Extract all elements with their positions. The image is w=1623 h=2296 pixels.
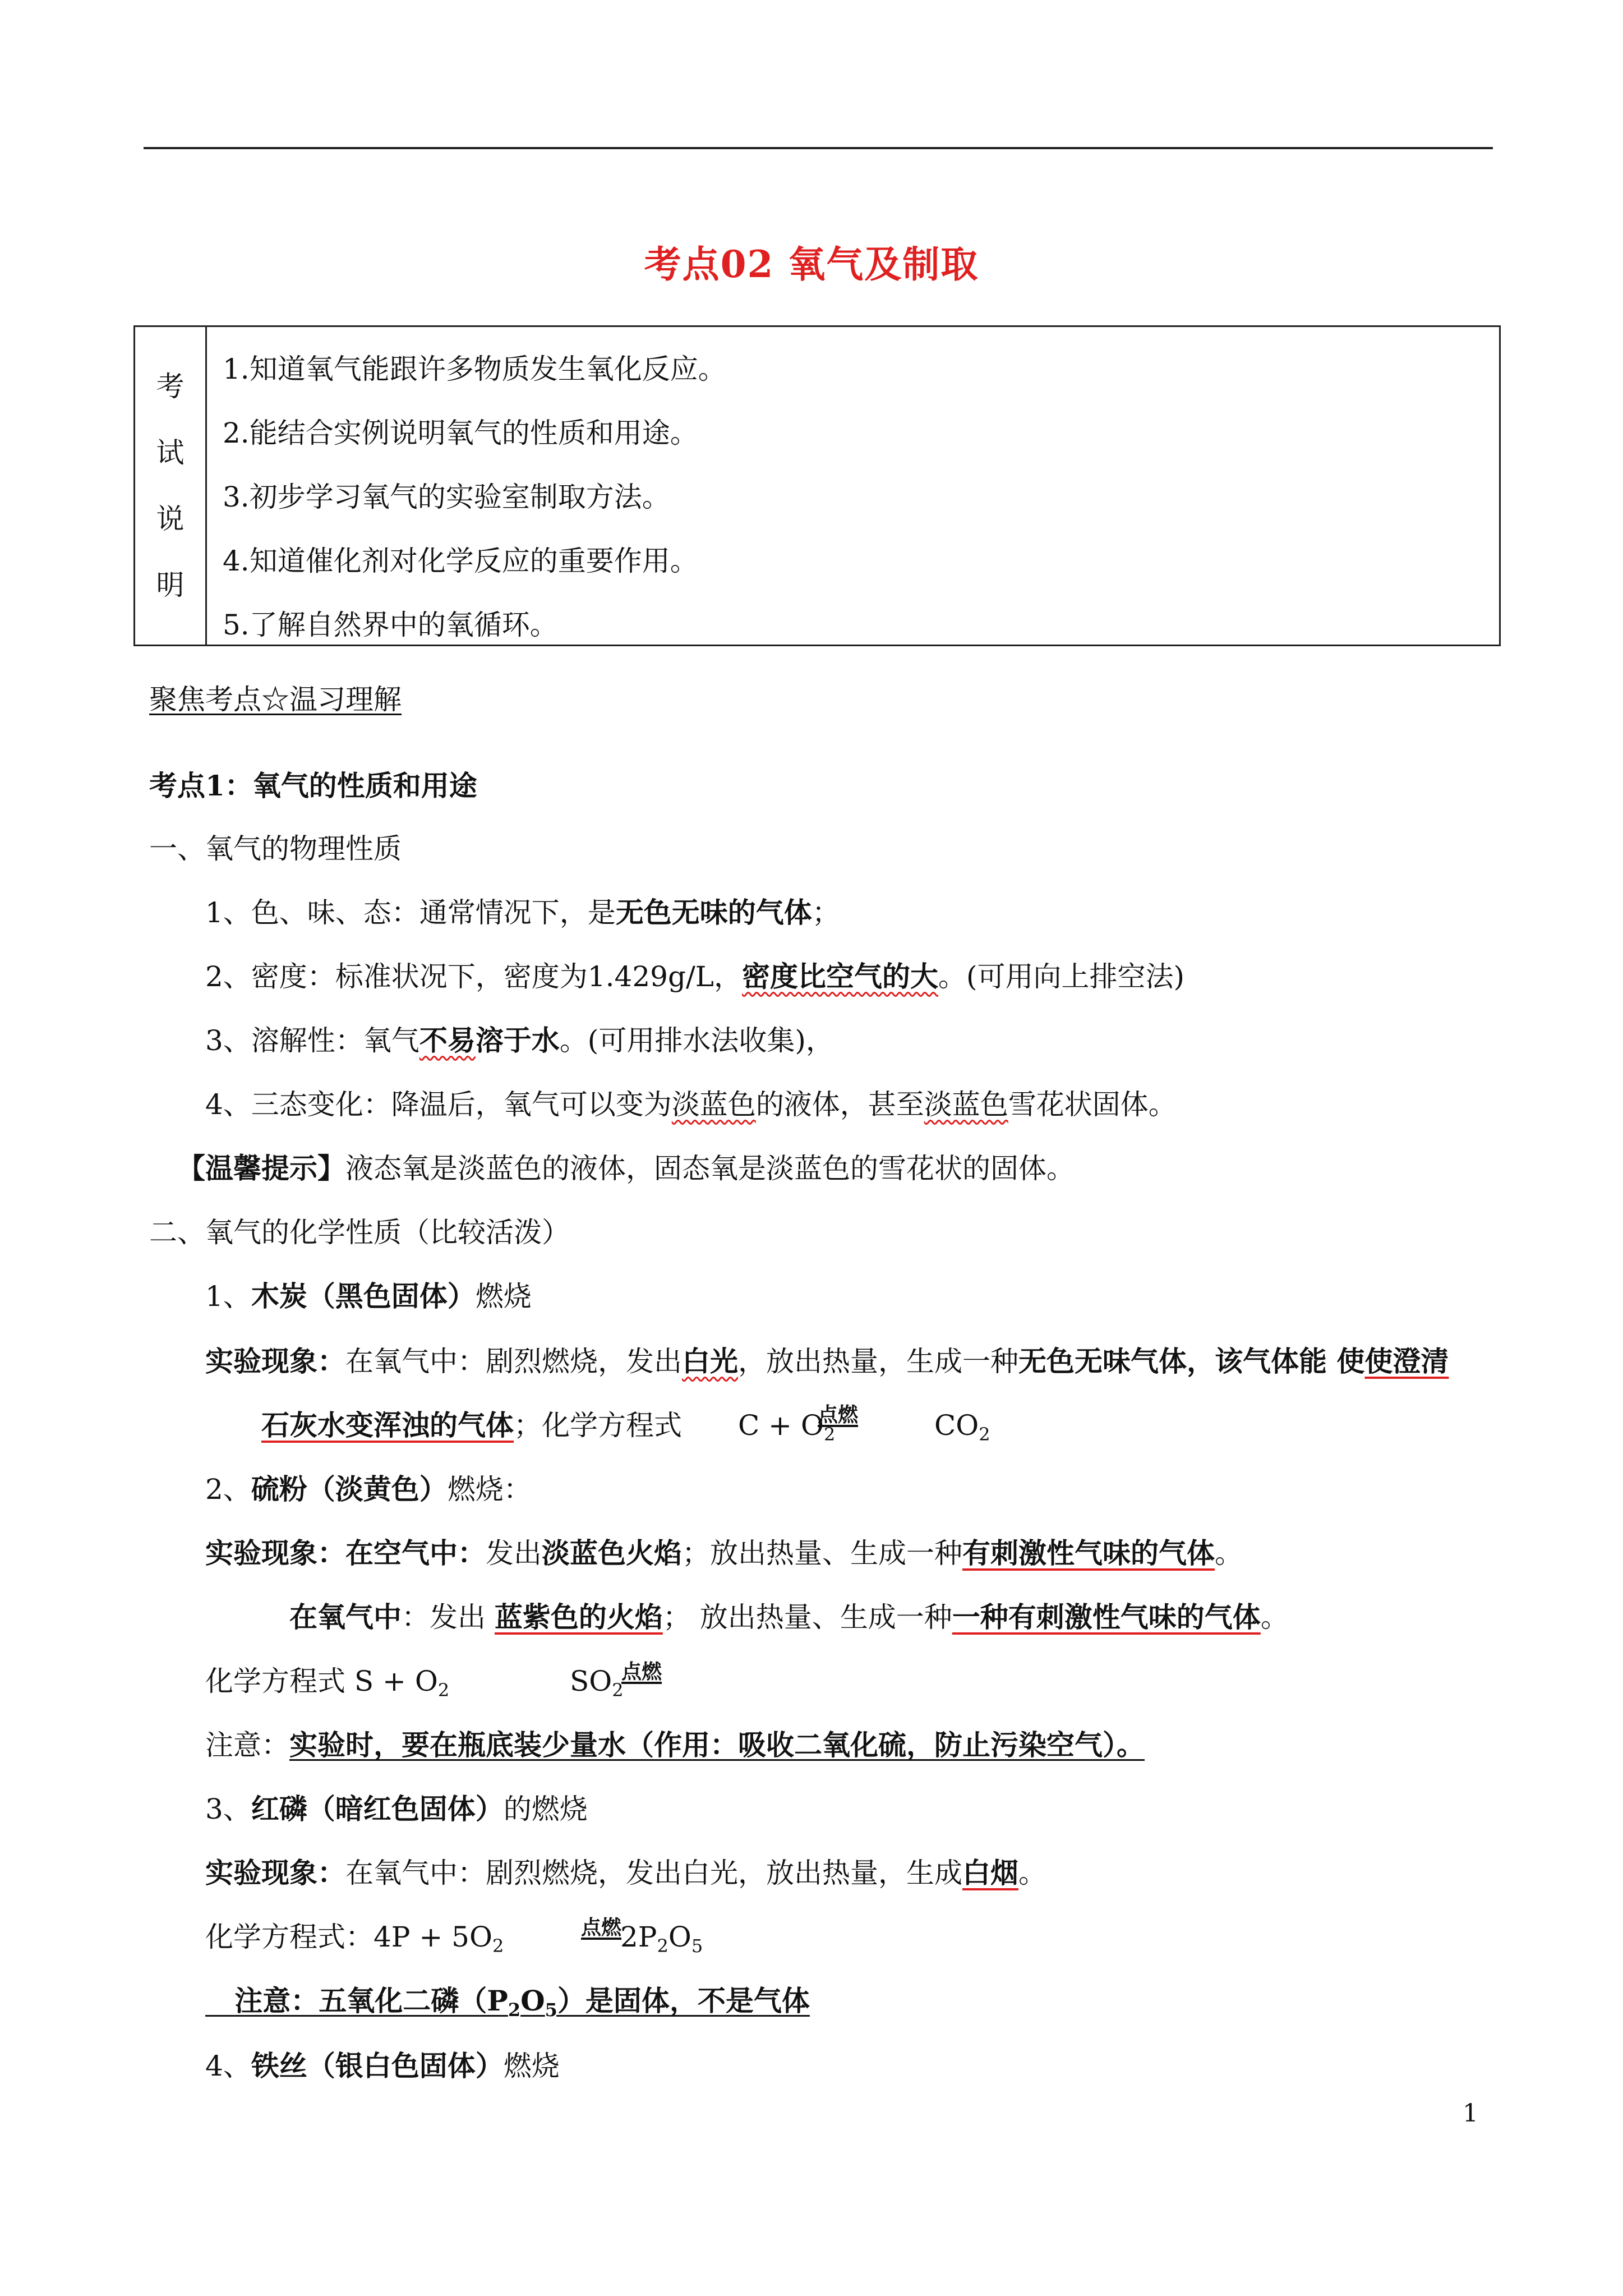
text: 在氧气中：剧烈燃烧，发出: [345, 1345, 682, 1378]
exam-item: 3.初步学习氧气的实验室制取方法。: [223, 481, 670, 513]
charcoal-heading: [205, 1277, 532, 1316]
text: ，放出热量，生成一种: [738, 1345, 1018, 1378]
text: 1、色、味、态：通常情况下，是: [205, 896, 616, 929]
section-heading: 聚焦考点☆温习理解: [149, 683, 402, 716]
phosphorus-phenomenon: [205, 1853, 1046, 1893]
text: 在氧气中：剧烈燃烧，发出白光，放出热量，生成: [345, 1857, 962, 1889]
text: 化学方程式：4P + 5O: [205, 1921, 492, 1953]
subscript: 2: [657, 1935, 668, 1957]
text-bold: 实验现象：: [205, 1345, 345, 1378]
exam-description-box: [133, 325, 1501, 646]
subscript: 2: [508, 1999, 521, 2021]
sulfur-condition: [621, 1649, 662, 1691]
text: 淡蓝色: [924, 1088, 1008, 1121]
text-bold: 蓝紫色的火焰: [494, 1600, 663, 1634]
exam-items: [207, 327, 1499, 645]
charcoal-phenomenon-line2: [261, 1406, 682, 1445]
text: 3、溶解性：氧气: [205, 1024, 419, 1057]
reaction-condition: 点燃: [581, 1916, 622, 1939]
subscript: 2: [823, 1424, 836, 1445]
text: 注意：: [205, 1729, 289, 1761]
point1-heading: [149, 766, 477, 806]
sulfur-product: [570, 1662, 624, 1710]
tip-text: 液态氧是淡蓝色的液体，固态氧是淡蓝色的雪花状的固体。: [345, 1152, 1075, 1185]
text: ）是固体，不是气体: [557, 1984, 810, 2017]
physical-heading: 一、氧气的物理性质: [149, 832, 402, 865]
text: 雪花状固体。: [1008, 1088, 1177, 1121]
text: 。(可用排水法收集)，: [559, 1024, 834, 1057]
text: 淡蓝色: [671, 1088, 756, 1121]
charcoal-phenomenon-line: [205, 1342, 1449, 1381]
exam-item: 4.知道催化剂对化学反应的重要作用。: [223, 545, 698, 577]
phosphorus-heading: [205, 1789, 588, 1829]
sulfur-note: [205, 1726, 1145, 1765]
text: 2、: [205, 1473, 251, 1506]
text-bold: 实验现象：: [205, 1536, 345, 1570]
text: 化学方程式 S + O: [205, 1665, 438, 1697]
text-bold: 白烟: [962, 1856, 1018, 1889]
subscript: 5: [691, 1935, 703, 1957]
phosphorus-condition: [581, 1905, 621, 1947]
text: ：发出: [402, 1601, 495, 1634]
text-bold: 无色无味的气体: [615, 896, 812, 929]
text: ；化学方程式: [514, 1409, 682, 1442]
text-bold: 淡蓝色火焰: [542, 1536, 682, 1570]
text: 2、密度：标准状况下，密度为1.429g/L，: [205, 960, 743, 993]
text: C + O: [738, 1409, 824, 1442]
text: ；: [811, 896, 840, 929]
text-bold: ，该气体能 使: [1187, 1345, 1365, 1378]
text-bold: 硫粉（淡黄色）: [251, 1473, 448, 1506]
text: 。: [1260, 1601, 1289, 1634]
exam-item: 1.知道氧气能跟许多物质发生氧化反应。: [223, 353, 726, 385]
exam-item: 2.能结合实例说明氧气的性质和用途。: [223, 417, 698, 449]
text: 的燃烧: [503, 1793, 588, 1825]
sulfur-equation: [205, 1662, 449, 1710]
charcoal-condition: [818, 1392, 858, 1434]
text: 4、三态变化：降温后，氧气可以变为: [205, 1088, 672, 1121]
text-bold: 一种有刺激性气味的气体: [952, 1600, 1261, 1634]
text: 的液体，甚至: [755, 1088, 924, 1121]
text: O: [668, 1921, 691, 1953]
text: 1、: [205, 1280, 251, 1313]
text-bold: 木炭（黑色固体）: [251, 1280, 476, 1313]
text: 发出: [486, 1537, 542, 1570]
text-bold: 溶于水: [475, 1024, 560, 1057]
text: 燃烧: [503, 2050, 560, 2082]
text-bold: 铁丝（银白色固体）: [251, 2049, 504, 2082]
text: 3、: [205, 1793, 251, 1825]
text: 燃烧：: [447, 1473, 532, 1506]
chemical-heading: 二、氧气的化学性质（比较活泼）: [149, 1216, 570, 1249]
text-bold: 密度比空气的大: [742, 960, 939, 993]
iron-heading: [205, 2046, 560, 2086]
text-bold: 白光: [682, 1345, 738, 1378]
subscript: 2: [979, 1424, 990, 1445]
text: 。: [1215, 1537, 1243, 1570]
exam-label-text: 考试说明: [156, 370, 185, 601]
text-bold: 使澄清: [1364, 1345, 1449, 1378]
sulfur-oxygen-line: [289, 1598, 1289, 1637]
text: 燃烧: [475, 1280, 532, 1313]
header-rule: [144, 147, 1493, 149]
text: O: [520, 1984, 545, 2017]
text-bold: 无色无味气体: [1018, 1345, 1187, 1378]
reaction-condition: 点燃: [818, 1403, 859, 1427]
text-bold: 在空气中：: [345, 1536, 486, 1570]
sulfur-heading: [205, 1470, 532, 1509]
sulfur-air-line: [205, 1534, 1243, 1573]
text: 2P: [620, 1921, 657, 1953]
text: 。: [1018, 1857, 1046, 1889]
text: 注意：五氧化二磷（P: [234, 1984, 508, 2017]
physical-density-line: [205, 957, 1184, 996]
subscript: 2: [437, 1680, 450, 1701]
charcoal-product: [934, 1406, 990, 1454]
phosphorus-product: [620, 1917, 703, 1966]
text: ； 放出热量、生成一种: [662, 1601, 952, 1634]
phosphorus-note-text: [205, 1984, 810, 2021]
tip-label: 【温馨提示】: [177, 1152, 345, 1185]
text: SO: [570, 1665, 612, 1697]
phosphorus-equation: [205, 1917, 504, 1966]
text: CO: [934, 1409, 979, 1442]
text-bold: 红磷（暗红色固体）: [251, 1792, 504, 1825]
text-bold: 在氧气中: [289, 1600, 402, 1634]
reaction-condition: 点燃: [621, 1660, 662, 1683]
text-bold: 不易: [419, 1024, 476, 1057]
page-number: 1: [1463, 2099, 1478, 2128]
physical-state-line: [205, 1085, 1177, 1124]
text: 4、: [205, 2050, 251, 2082]
phosphorus-note: [205, 1981, 810, 2030]
tip-line: [177, 1149, 1075, 1188]
subscript: 2: [492, 1935, 504, 1957]
physical-color-line: [205, 893, 840, 932]
text-bold: 实验时，要在瓶底装少量水（作用：吸收二氧化硫，防止污染空气）。: [289, 1728, 1145, 1761]
exam-description-label: [135, 327, 207, 645]
physical-solubility-line: [205, 1021, 834, 1060]
text: 。(可用向上排空法): [938, 960, 1185, 993]
point1-text: 考点1：氧气的性质和用途: [149, 769, 477, 802]
text-bold: 实验现象：: [205, 1856, 345, 1889]
text: ；放出热量、生成一种: [682, 1537, 962, 1570]
page-title: 考点02 氧气及制取: [644, 242, 979, 286]
subscript: 5: [545, 1999, 557, 2021]
exam-item: 5.了解自然界中的氧循环。: [223, 609, 558, 641]
text-bold: 有刺激性气味的气体: [962, 1536, 1215, 1570]
subscript: 2: [612, 1680, 624, 1701]
text-bold: 石灰水变浑浊的气体: [261, 1409, 514, 1442]
